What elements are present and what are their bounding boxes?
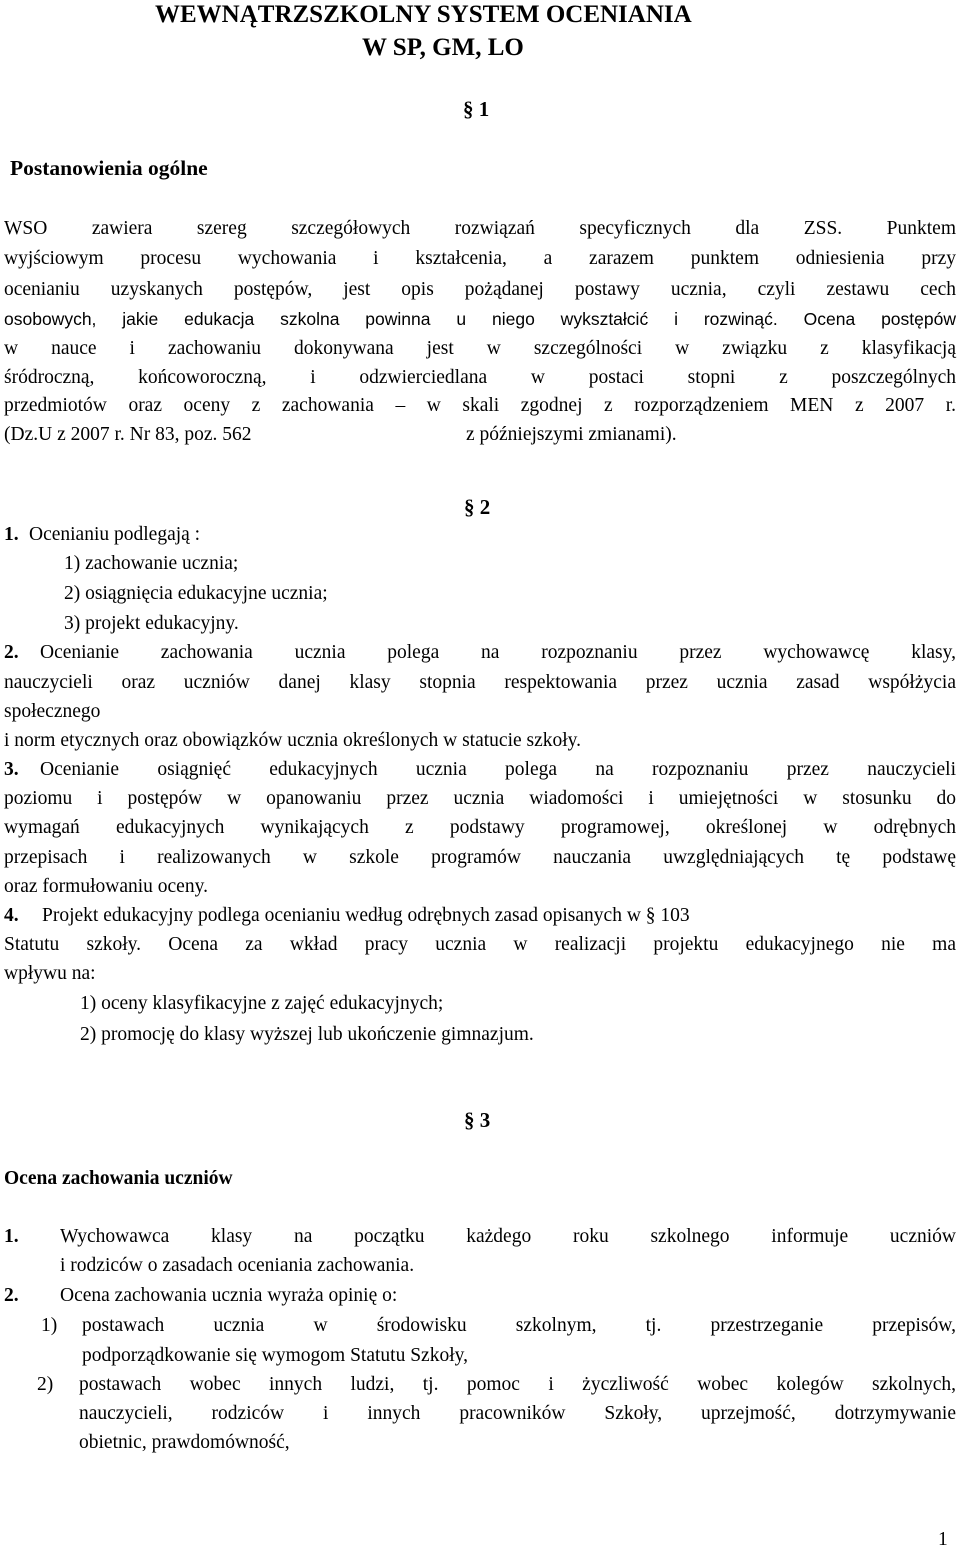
paragraph-line: przedmiotów oraz oceny z zachowania – w skali zgodnej z rozporządzeniem MEN z 2007 r. <box>4 395 956 416</box>
paragraph-line: ocenianiu uzyskanych postępów, jest opis pożądanej postawy ucznia, czyli zestawu cech <box>4 279 956 300</box>
point-number: 3. <box>4 759 19 780</box>
paragraph-line-reference: (Dz.U z 2007 r. Nr 83, poz. 562 <box>4 424 252 445</box>
paragraph-line: Ocenianie osiągnięć edukacyjnych ucznia polega na rozpoznaniu przez nauczycieli <box>40 759 956 780</box>
paragraph-line: oraz formułowaniu oceny. <box>4 876 208 897</box>
paragraph-line: poziomu i postępów w opanowaniu przez ucznia wiadomości i umiejętności w stosunku do <box>4 788 956 809</box>
paragraph-line: Wychowawca klasy na początku każdego roku szkolnego informuje uczniów <box>60 1226 956 1247</box>
section-heading-general-provisions: Postanowienia ogólne <box>10 156 208 180</box>
point-number: 4. <box>4 905 19 926</box>
paragraph-line: społecznego <box>4 701 101 722</box>
paragraph-line: Ocena zachowania ucznia wyraża opinię o: <box>60 1285 398 1306</box>
section-mark-1: § 1 <box>463 97 490 121</box>
document-title-line-2: W SP, GM, LO <box>362 34 524 61</box>
list-item: 3) projekt edukacyjny. <box>64 613 239 634</box>
list-item-line: postawach ucznia w środowisku szkolnym, tj. przestrzeganie przepisów, <box>82 1315 956 1336</box>
paragraph-line: śródroczną, końcoworoczną, i odzwierciedlana w postaci stopni z poszczególnych <box>4 367 956 388</box>
list-item: 1) oceny klasyfikacyjne z zajęć edukacyjnych; <box>80 993 444 1014</box>
point-number: 2. <box>4 642 19 663</box>
list-item-number: 1) <box>41 1315 58 1336</box>
paragraph-line-reference-suffix: z późniejszymi zmianami). <box>466 424 677 445</box>
list-item-line: podporządkowanie się wymogom Statutu Szkoły, <box>82 1345 468 1366</box>
paragraph-line: wymagań edukacyjnych wynikających z podstawy programowej, określonej w odrębnych <box>4 817 956 838</box>
list-item: 1) zachowanie ucznia; <box>64 553 239 574</box>
paragraph-line: osobowych, jakie edukacja szkolna powinna u niego wykształcić i rozwinąć. Ocena postępów <box>4 309 956 329</box>
paragraph-line: Statutu szkoły. Ocena za wkład pracy ucznia w realizacji projektu edukacyjnego nie ma <box>4 934 956 955</box>
paragraph-line: Ocenianie zachowania ucznia polega na rozpoznaniu przez wychowawcę klasy, <box>40 642 956 663</box>
document-title-line-1: WEWNĄTRZSZKOLNY SYSTEM OCENIANIA <box>155 1 692 28</box>
list-item-number: 2) <box>37 1374 54 1395</box>
paragraph-line: WSO zawiera szereg szczegółowych rozwiązań specyficznych dla ZSS. Punktem <box>4 218 956 239</box>
paragraph-line: przepisach i realizowanych w szkole programów nauczania uwzględniających tę podstawę <box>4 847 956 868</box>
list-item: 2) promocję do klasy wyższej lub ukończenie gimnazjum. <box>80 1024 534 1045</box>
section-mark-2: § 2 <box>464 495 491 519</box>
list-item-line: postawach wobec innych ludzi, tj. pomoc i życzliwość wobec kolegów szkolnych, <box>79 1374 956 1395</box>
section-heading-behavior-assessment: Ocena zachowania uczniów <box>4 1168 233 1189</box>
point-number: 2. <box>4 1285 19 1306</box>
paragraph-line: i rodziców o zasadach oceniania zachowania. <box>60 1255 415 1276</box>
paragraph-line: nauczycieli oraz uczniów danej klasy stopnia respektowania przez ucznia zasad współżycia <box>4 672 956 693</box>
list-item-line: obietnic, prawdomówność, <box>79 1432 290 1453</box>
point-number: 1. <box>4 1226 19 1247</box>
section-mark-3: § 3 <box>464 1108 491 1132</box>
paragraph-line: wpływu na: <box>4 963 96 984</box>
paragraph-line: i norm etycznych oraz obowiązków ucznia określonych w statucie szkoły. <box>4 730 582 751</box>
paragraph-line: w nauce i zachowaniu dokonywana jest w szczególności w związku z klasyfikacją <box>4 338 956 359</box>
list-item: 2) osiągnięcia edukacyjne ucznia; <box>64 583 328 604</box>
list-item-line: nauczycieli, rodziców i innych pracowników Szkoły, uprzejmość, dotrzymywanie <box>79 1403 956 1424</box>
paragraph-line: Projekt edukacyjny podlega ocenianiu według odrębnych zasad opisanych w § 103 <box>42 905 690 926</box>
point-number: 1. <box>4 524 19 545</box>
paragraph-line: wyjściowym procesu wychowania i kształcenia, a zarazem punktem odniesienia przy <box>4 248 956 269</box>
page-number: 1 <box>938 1529 948 1550</box>
point-text: Ocenianiu podlegają : <box>29 524 201 545</box>
